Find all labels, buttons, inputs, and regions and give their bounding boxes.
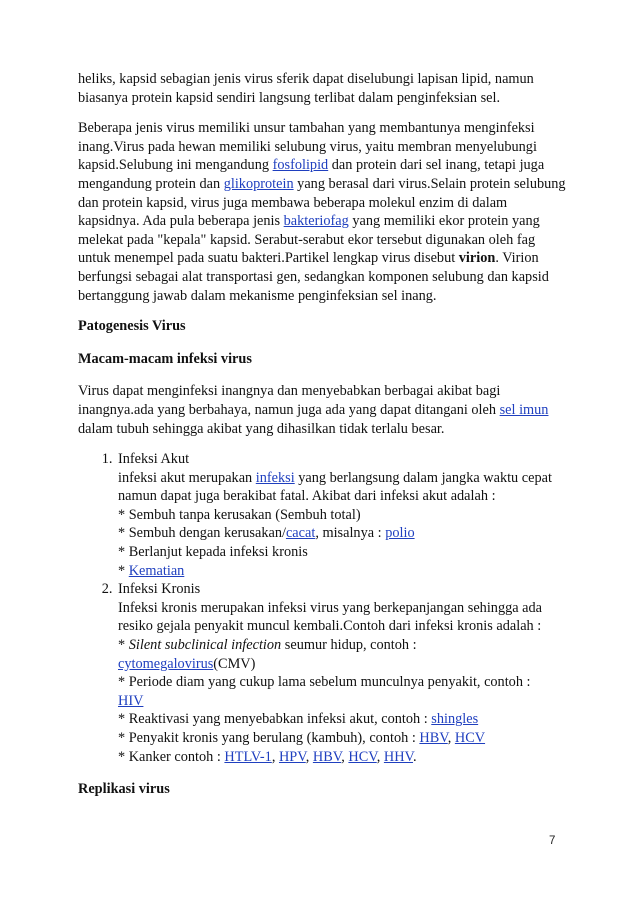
text-span: dan protein dari sel inang, tetapi juga mengandung protein dan — [78, 157, 545, 192]
link-hbv[interactable]: HBV — [419, 730, 448, 746]
link-glikoprotein[interactable]: glikoprotein — [223, 175, 294, 192]
sub-item — [118, 655, 566, 674]
link-hcv[interactable]: HCV — [454, 730, 486, 746]
text-span: Beberapa jenis virus memiliki unsur tambahan yang membantunya menginfeksi inang.Virus pada hewan memiliki selubung virus, yaitu membran menyelubungi kapsid.Selubung ini mengandung — [78, 120, 537, 174]
text-span: yang memiliki ekor protein yang melekat pada "kepala" kapsid. Serabut-serabut ekor tersebut digunakan oleh fag untuk menempel pada suatu bakteri.Partikel lengkap virus disebut — [78, 213, 540, 267]
sub-item — [118, 729, 566, 748]
sub-item — [118, 710, 566, 729]
text-span: , — [447, 730, 455, 746]
text-span: (CMV) — [213, 655, 256, 672]
paragraph-infeksi-intro — [78, 382, 566, 438]
item-description: Infeksi kronis merupakan infeksi virus yang berkepanjangan sehingga ada resiko gejala penyakit muncul kembali.Contoh dari infeksi kronis adalah : — [118, 599, 543, 635]
page-number: 7 — [549, 835, 556, 847]
link-shingles[interactable]: shingles — [431, 711, 479, 728]
sub-item: * Sembuh tanpa kerusakan (Sembuh total) — [118, 506, 361, 523]
sub-item — [118, 692, 566, 711]
sub-item — [118, 524, 566, 543]
heading-replikasi: Replikasi virus — [78, 781, 170, 798]
text-span: * — [118, 637, 129, 654]
link-infeksi[interactable]: infeksi — [255, 469, 295, 486]
text-span: , — [341, 748, 349, 765]
text-span: , — [271, 748, 279, 765]
link-htlv-1[interactable]: HTLV-1 — [224, 748, 272, 765]
text-span: , — [376, 748, 384, 765]
text-span: * Penyakit kronis yang berulang (kambuh), contoh : — [118, 730, 420, 746]
text-span: yang berlangsung dalam jangka waktu cepat namun dapat juga berakibat fatal. Akibat dari infeksi akut adalah : — [118, 469, 552, 505]
italic-term: Silent subclinical infection — [128, 637, 282, 654]
document-page — [78, 70, 566, 813]
list-item-infeksi-akut — [116, 450, 566, 580]
link-hiv[interactable]: HIV — [118, 692, 144, 709]
list-item-infeksi-kronis — [116, 580, 566, 766]
text-span: infeksi akut merupakan — [118, 469, 256, 486]
text-span: , — [305, 748, 313, 765]
link-cytomegalovirus[interactable]: cytomegalovirus — [118, 655, 214, 672]
text-span: yang berasal dari virus.Selain protein selubung dan protein kapsid, virus juga membawa beberapa molekul enzim di dalam kapsidnya. Ada pula beberapa jenis — [78, 175, 566, 230]
infection-list — [78, 450, 566, 766]
link-cacat[interactable]: cacat — [285, 525, 316, 542]
link-hcv-2[interactable]: HCV — [348, 748, 377, 765]
link-kematian[interactable]: Kematian — [128, 562, 185, 579]
text-span: seumur hidup, contoh : — [281, 637, 417, 654]
text-span: * Sembuh dengan kerusakan/ — [118, 525, 286, 542]
text-span: * — [118, 562, 129, 579]
text-span: Virus dapat menginfeksi inangnya dan menyebabkan berbagai akibat bagi inangnya.ada yang berbahaya, namun juga ada yang dapat ditangani oleh — [78, 383, 501, 418]
sub-item — [118, 636, 566, 655]
link-sel-imun[interactable]: sel imun — [499, 401, 549, 418]
text-span: * Kanker contoh : — [118, 748, 225, 765]
item-title: 2. Infeksi Kronis — [118, 581, 201, 598]
sub-item: * Berlanjut kepada infeksi kronis — [118, 544, 308, 561]
link-polio[interactable]: polio — [385, 525, 415, 542]
link-hhv[interactable]: HHV — [383, 748, 414, 765]
paragraph-intro: heliks, kapsid sebagian jenis virus sferik dapat diselubungi lapisan lipid, namun biasanya protein kapsid sendiri langsung terlibat dalam penginfeksian sel. — [78, 71, 534, 106]
link-hbv-2[interactable]: HBV — [312, 748, 342, 765]
link-bakteriofag[interactable]: bakteriofag — [283, 213, 349, 230]
link-hpv[interactable]: HPV — [278, 748, 306, 765]
text-span: . — [413, 748, 417, 765]
heading-macam-infeksi: Macam-macam infeksi virus — [78, 350, 252, 367]
term-virion: virion — [458, 250, 496, 267]
text-span: * Reaktivasi yang menyebabkan infeksi akut, contoh : — [118, 711, 432, 728]
item-title: 1. Infeksi Akut — [118, 451, 190, 468]
link-fosfolipid[interactable]: fosfolipid — [272, 157, 329, 174]
paragraph-virion — [78, 119, 566, 305]
text-span: , misalnya : — [315, 525, 386, 542]
item-description — [118, 469, 566, 506]
sub-item — [118, 748, 566, 767]
text-span: dalam tubuh sehingga akibat yang dihasilkan tidak terlalu besar. — [78, 420, 445, 437]
sub-item — [118, 562, 566, 581]
text-span: . Virion berfungsi sebagai alat transportasi gen, sedangkan komponen selubung dan kapsid bertanggung jawab dalam mekanisme penginfeksian sel inang. — [78, 250, 549, 304]
heading-patogenesis: Patogenesis Virus — [78, 318, 186, 335]
sub-item: * Periode diam yang cukup lama sebelum munculnya penyakit, contoh : — [118, 674, 531, 691]
